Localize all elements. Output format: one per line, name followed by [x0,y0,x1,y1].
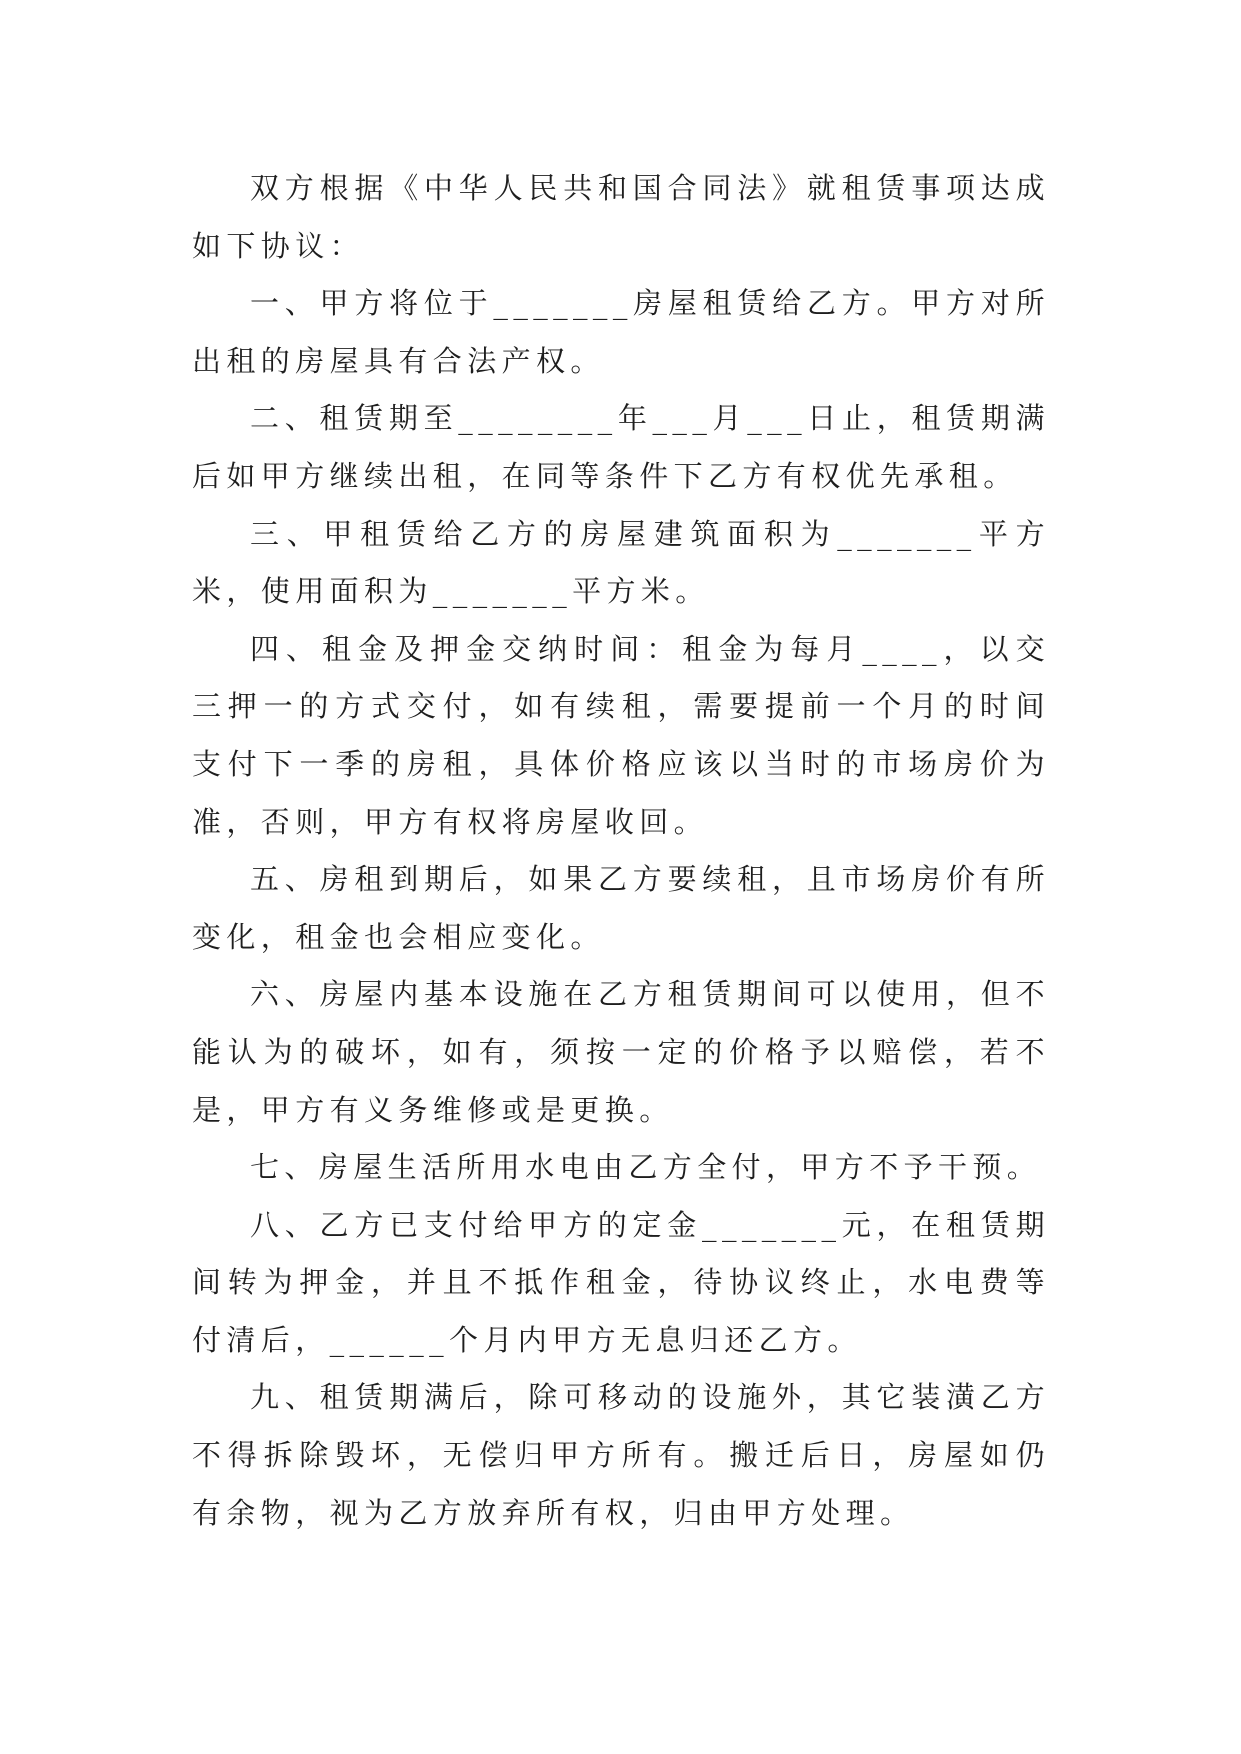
clause-6: 六、房屋内基本设施在乙方租赁期间可以使用，但不能认为的破坏，如有，须按一定的价格予以赔偿，若不是，甲方有义务维修或是更换。 [192,977,1050,1127]
clause-5: 五、房租到期后，如果乙方要续租，且市场房价有所变化，租金也会相应变化。 [192,862,1050,954]
clause-1: 一、甲方将位于_______房屋租赁给乙方。甲方对所出租的房屋具有合法产权。 [192,286,1050,378]
clause-3: 三、甲租赁给乙方的房屋建筑面积为_______平方米，使用面积为_______平方米。 [192,516,1050,609]
clause-2: 二、租赁期至________年___月___日止，租赁期满后如甲方继续出租，在同等条件下乙方有权优先承租。 [192,401,1050,493]
clause-8: 八、乙方已支付给甲方的定金_______元，在租赁期间转为押金，并且不抵作租金，待协议终止，水电费等付清后，______个月内甲方无息归还乙方。 [192,1207,1050,1357]
clause-9: 九、租赁期满后，除可移动的设施外，其它装潢乙方不得拆除毁坏，无偿归甲方所有。搬迁后日，房屋如仍有余物，视为乙方放弃所有权，归由甲方处理。 [192,1380,1050,1530]
document-body [192,160,1050,1542]
clause-7: 七、房屋生活所用水电由乙方全付，甲方不予干预。 [250,1150,1042,1185]
paragraph-preamble: 双方根据《中华人民共和国合同法》就租赁事项达成如下协议： [192,171,1050,263]
clause-4: 四、租金及押金交纳时间：租金为每月____，以交三押一的方式交付，如有续租，需要提前一个月的时间支付下一季的房租，具体价格应该以当时的市场房价为准，否则，甲方有权将房屋收回。 [192,631,1050,839]
